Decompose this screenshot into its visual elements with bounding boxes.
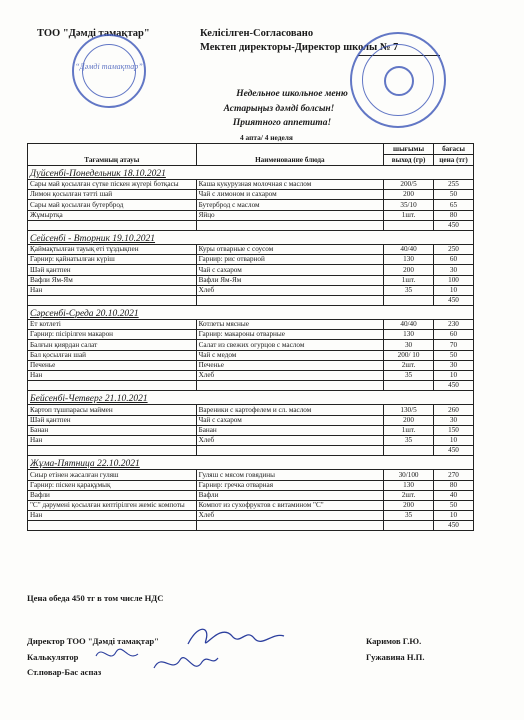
day-total: 450 <box>434 220 474 230</box>
greeting-ru: Приятного аппетита! <box>232 118 332 128</box>
dish-output: 30 <box>384 340 434 350</box>
dish-name-kz: Печенье <box>28 360 197 370</box>
col-header-ru: Наименование блюда <box>196 144 384 166</box>
calculator-signature <box>92 642 142 666</box>
dish-name-ru: Гуляш с мясом говядины <box>196 470 384 480</box>
dish-name-ru: Хлеб <box>196 435 384 445</box>
chef-role: Ст.повар-Бас аспаз <box>27 667 102 677</box>
day-title: Дүйсенбі-Понедельник 18.10.2021 <box>28 166 474 180</box>
dish-output: 200 <box>384 265 434 275</box>
dish-output: 1шт. <box>384 210 434 220</box>
calculator-role: Калькулятор <box>27 652 79 662</box>
dish-name-ru: Хлеб <box>196 371 384 381</box>
day-total-row <box>28 446 474 456</box>
menu-row <box>28 415 474 425</box>
menu-row <box>28 490 474 500</box>
col-header-kz: Тағамның атауы <box>28 144 197 166</box>
menu-row <box>28 470 474 480</box>
dish-name-kz: Ет котлеті <box>28 320 197 330</box>
dish-price: 40 <box>434 490 474 500</box>
dish-output: 35/10 <box>384 200 434 210</box>
dish-output: 200/ 10 <box>384 350 434 360</box>
dish-name-ru: Вареники с картофелем и сл. маслом <box>196 405 384 415</box>
dish-name-ru: Гарнир: макароны отварные <box>196 330 384 340</box>
dish-name-ru: Котлеты мясные <box>196 320 384 330</box>
dish-name-kz: Қаймақтылған тауық еті тұздықпен <box>28 244 197 254</box>
dish-name-kz: Банан <box>28 425 197 435</box>
dish-output: 1шт. <box>384 275 434 285</box>
dish-price: 250 <box>434 244 474 254</box>
dish-output: 2шт. <box>384 490 434 500</box>
dish-name-kz: Гарнир: қайнатылған күріш <box>28 255 197 265</box>
dish-price: 255 <box>434 180 474 190</box>
dish-price: 10 <box>434 435 474 445</box>
director-label: Мектеп директоры-Директор школы № 7 <box>200 42 399 53</box>
dish-price: 30 <box>434 415 474 425</box>
day-total-row <box>28 220 474 230</box>
week-label: 4 апта/ 4 неделя <box>240 133 293 142</box>
director-name: Каримов Г.Ю. <box>366 636 422 646</box>
dish-name-ru: Хлеб <box>196 511 384 521</box>
dish-name-kz: Сары май қосылған бутерброд <box>28 200 197 210</box>
menu-table <box>27 143 474 531</box>
dish-name-ru: Гарнир: гречка отварная <box>196 480 384 490</box>
dish-name-kz: Бал қосылған шай <box>28 350 197 360</box>
dish-name-ru: Хлеб <box>196 285 384 295</box>
org-name: ТОО "Дәмді тамақтар" <box>37 28 150 39</box>
dish-price: 30 <box>434 265 474 275</box>
day-total: 450 <box>434 446 474 456</box>
dish-name-kz: Лимон қосылған тәтті шай <box>28 190 197 200</box>
menu-row <box>28 371 474 381</box>
dish-name-kz: Нан <box>28 285 197 295</box>
greeting-kz: Астарыңыз дәмді болсын! <box>223 104 335 114</box>
chef-signature <box>150 648 220 680</box>
dish-output: 130 <box>384 480 434 490</box>
menu-row <box>28 425 474 435</box>
dish-output: 200 <box>384 190 434 200</box>
menu-row <box>28 210 474 220</box>
day-title: Бейсенбі-Четверг 21.10.2021 <box>28 391 474 405</box>
dish-name-kz: Вафли Ям-Ям <box>28 275 197 285</box>
dish-name-kz: Картоп тұшпарасы маймен <box>28 405 197 415</box>
dish-output: 2шт. <box>384 360 434 370</box>
dish-name-ru: Куры отварные с соусом <box>196 244 384 254</box>
dish-name-kz: Гарнир: пісірілген макарон <box>28 330 197 340</box>
dish-output: 130 <box>384 330 434 340</box>
dish-name-ru: Компот из сухофруктов с витамином "С" <box>196 500 384 510</box>
day-total: 450 <box>434 295 474 305</box>
dish-name-kz: Балғын қиярдан салат <box>28 340 197 350</box>
menu-row <box>28 285 474 295</box>
day-total: 450 <box>434 521 474 531</box>
menu-row <box>28 435 474 445</box>
dish-name-kz: Вафли <box>28 490 197 500</box>
day-total: 450 <box>434 381 474 391</box>
dish-output: 200 <box>384 500 434 510</box>
day-title: Сейсенбі - Вторник 19.10.2021 <box>28 230 474 244</box>
dish-output: 200 <box>384 415 434 425</box>
price-note: Цена обеда 450 тг в том числе НДС <box>27 593 164 603</box>
dish-name-ru: Каша кукурузная молочная с маслом <box>196 180 384 190</box>
dish-price: 80 <box>434 210 474 220</box>
dish-name-kz: Жұмыртқа <box>28 210 197 220</box>
dish-name-kz: Нан <box>28 511 197 521</box>
dish-output: 40/40 <box>384 320 434 330</box>
dish-output: 130/5 <box>384 405 434 415</box>
dish-output: 200/5 <box>384 180 434 190</box>
dish-output: 40/40 <box>384 244 434 254</box>
dish-price: 100 <box>434 275 474 285</box>
dish-price: 50 <box>434 350 474 360</box>
menu-row <box>28 200 474 210</box>
dish-name-ru: Чай с лимоном и сахаром <box>196 190 384 200</box>
dish-name-ru: Бутерброд с маслом <box>196 200 384 210</box>
dish-price: 260 <box>434 405 474 415</box>
menu-row <box>28 244 474 254</box>
dish-name-ru: Чай с сахаром <box>196 265 384 275</box>
agreed-label: Келісілген-Согласовано <box>200 28 314 39</box>
menu-row <box>28 360 474 370</box>
dish-name-ru: Вафли <box>196 490 384 500</box>
dish-price: 10 <box>434 285 474 295</box>
col-header-output-kz: шығымы <box>384 144 434 155</box>
dish-output: 35 <box>384 511 434 521</box>
dish-price: 80 <box>434 480 474 490</box>
day-total-row <box>28 521 474 531</box>
director-role: Директор ТОО "Дәмді тамақтар" <box>27 636 159 646</box>
dish-name-ru: Печенье <box>196 360 384 370</box>
dish-name-kz: Гарнир: піскен қарақұмық <box>28 480 197 490</box>
dish-price: 50 <box>434 500 474 510</box>
menu-row <box>28 330 474 340</box>
dish-name-ru: Вафли Ям-Ям <box>196 275 384 285</box>
menu-row <box>28 405 474 415</box>
dish-name-kz: Сиыр етінен жасалған гуляш <box>28 470 197 480</box>
dish-name-kz: Шәй қантпен <box>28 265 197 275</box>
menu-row <box>28 480 474 490</box>
menu-row <box>28 340 474 350</box>
day-title: Сәрсенбі-Среда 20.10.2021 <box>28 306 474 320</box>
dish-price: 60 <box>434 330 474 340</box>
day-total-row <box>28 295 474 305</box>
menu-row <box>28 180 474 190</box>
day-total-row <box>28 381 474 391</box>
menu-row <box>28 500 474 510</box>
menu-row <box>28 255 474 265</box>
dish-price: 60 <box>434 255 474 265</box>
dish-name-kz: Шәй қантпен <box>28 415 197 425</box>
menu-row <box>28 265 474 275</box>
dish-output: 35 <box>384 285 434 295</box>
day-title: Жұма-Пятница 22.10.2021 <box>28 456 474 470</box>
dish-name-ru: Банан <box>196 425 384 435</box>
dish-price: 30 <box>434 360 474 370</box>
col-header-output-ru: выход (гр) <box>384 155 434 166</box>
dish-name-ru: Чай с сахаром <box>196 415 384 425</box>
dish-name-ru: Салат из свежих огурцов с маслом <box>196 340 384 350</box>
menu-row <box>28 350 474 360</box>
dish-output: 130 <box>384 255 434 265</box>
menu-title: Недельное школьное меню <box>236 89 348 99</box>
dish-output: 30/100 <box>384 470 434 480</box>
dish-price: 10 <box>434 511 474 521</box>
dish-name-ru: Чай с медом <box>196 350 384 360</box>
dish-price: 70 <box>434 340 474 350</box>
dish-output: 35 <box>384 435 434 445</box>
col-header-price-ru: цена (тг) <box>434 155 474 166</box>
dish-name-ru: Яйцо <box>196 210 384 220</box>
menu-row <box>28 511 474 521</box>
calculator-name: Гужавина Н.П. <box>366 652 425 662</box>
dish-price: 65 <box>434 200 474 210</box>
dish-price: 10 <box>434 371 474 381</box>
dish-output: 1шт. <box>384 425 434 435</box>
dish-price: 230 <box>434 320 474 330</box>
dish-price: 50 <box>434 190 474 200</box>
dish-name-kz: Нан <box>28 371 197 381</box>
dish-output: 35 <box>384 371 434 381</box>
menu-row <box>28 275 474 285</box>
col-header-price-kz: бағасы <box>434 144 474 155</box>
dish-name-kz: "С" дәрумені қосылған кептірілген жеміс компоты <box>28 500 197 510</box>
company-stamp: “Дәмді тамақтар” <box>72 34 146 108</box>
dish-name-kz: Сары май қосылған сүтке піскен жүгері ботқасы <box>28 180 197 190</box>
menu-row <box>28 320 474 330</box>
dish-price: 270 <box>434 470 474 480</box>
dish-name-kz: Нан <box>28 435 197 445</box>
dish-name-ru: Гарнир: рис отварной <box>196 255 384 265</box>
dish-price: 150 <box>434 425 474 435</box>
menu-row <box>28 190 474 200</box>
